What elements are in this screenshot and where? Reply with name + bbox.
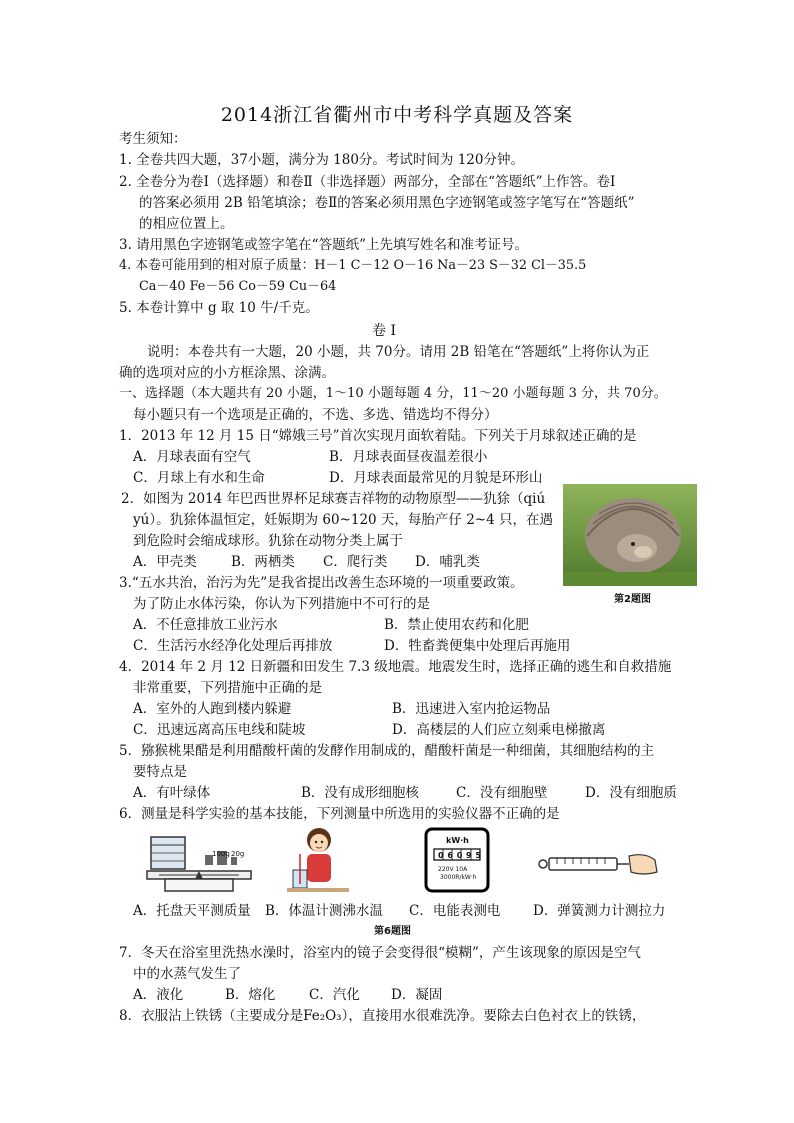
question-5-stem: 要特点是 bbox=[133, 764, 187, 780]
option-d: D．没有细胞质 bbox=[585, 785, 677, 801]
question-4-stem: 非常重要，下列措施中正确的是 bbox=[133, 680, 322, 696]
option-c: C．汽化 bbox=[309, 987, 360, 1003]
notice-item: 5. 本卷计算中 g 取 10 牛/千克。 bbox=[119, 300, 319, 316]
option-c: C．没有细胞壁 bbox=[456, 785, 548, 801]
question-7-stem: 中的水蒸气发生了 bbox=[133, 966, 241, 982]
option-c: C．电能表测电 bbox=[409, 903, 501, 919]
notice-heading: 考生须知： bbox=[119, 131, 187, 147]
option-c: C．月球上有水和生命 bbox=[133, 470, 265, 486]
notice-item: 4. 本卷可能用到的相对原子质量：H－1 C－12 O－16 Na－23 S－32 Cl－35.5 bbox=[119, 258, 587, 273]
section-desc: 确的选项对应的小方框涂黑、涂满。 bbox=[119, 365, 335, 381]
notice-item: 3. 请用黑色字迹钢笔或签字笔在“答题纸”上先填写姓名和准考证号。 bbox=[119, 237, 528, 253]
question-5-stem: 5．猕猴桃果醋是利用醋酸杆菌的发酵作用制成的，醋酸杆菌是一种细菌，其细胞结构的主 bbox=[119, 743, 655, 759]
option-d: D．高楼层的人们应立刻乘电梯撤离 bbox=[392, 722, 606, 738]
option-b: B．两栖类 bbox=[231, 554, 295, 570]
page-title: 2014浙江省衢州市中考科学真题及答案 bbox=[220, 104, 574, 126]
option-a: A．不任意排放工业污水 bbox=[133, 617, 278, 633]
question-6-stem: 6．测量是科学实验的基本技能，下列测量中所选用的实验仪器不正确的是 bbox=[119, 806, 560, 822]
question-7-stem: 7．冬天在浴室里洗热水澡时，浴室内的镜子会变得很“模糊”，产生该现象的原因是空气 bbox=[119, 945, 641, 961]
notice-item: 的相应位置上。 bbox=[139, 216, 234, 232]
question-2-stem: yú）。犰狳体温恒定，妊娠期为 60~120 天，每胎产仔 2~4 只，在遇 bbox=[133, 512, 553, 528]
option-a: A．液化 bbox=[133, 987, 184, 1003]
figure-2-caption: 第2题图 bbox=[614, 594, 651, 605]
part-heading: 每小题只有一个选项是正确的，不选、多选、错选均不得分） bbox=[133, 407, 498, 423]
option-d: D．凝固 bbox=[391, 987, 443, 1003]
section-title: 卷 Ⅰ bbox=[372, 323, 396, 339]
notice-item: 的答案必须用 2B 铅笔填涂；卷Ⅱ的答案必须用黑色字迹钢笔或签字笔写在“答题纸” bbox=[139, 195, 635, 211]
option-b: B．没有成形细胞核 bbox=[301, 785, 419, 801]
meter-digits: 0 6 0 9 5 bbox=[438, 851, 482, 860]
option-d: D．弹簧测力计测拉力 bbox=[533, 903, 666, 919]
option-b: B．熔化 bbox=[225, 987, 276, 1003]
question-8-stem: 8．衣服沾上铁锈（主要成分是Fe₂O₃），直接用水很难洗净。要除去白色衬衣上的铁锈， bbox=[119, 1008, 646, 1024]
option-b: B．月球表面昼夜温差很小 bbox=[329, 449, 488, 465]
balance-weight-label: 20g bbox=[231, 850, 245, 858]
option-b: B．禁止使用农药和化肥 bbox=[384, 617, 529, 633]
option-a: A．甲壳类 bbox=[133, 554, 197, 570]
option-d: D．月球表面最常见的月貌是环形山 bbox=[329, 470, 543, 486]
figure-6-caption: 第6题图 bbox=[374, 926, 411, 937]
part-heading: 一、选择题（本大题共有 20 小题，1～10 小题每题 4 分，11～20 小题每题 3 分，共 70分。 bbox=[119, 386, 667, 401]
meter-unit: kW·h bbox=[446, 836, 469, 845]
girl-thermometer-icon bbox=[287, 826, 349, 896]
notice-item: Ca－40 Fe－56 Co－59 Cu－64 bbox=[139, 279, 337, 294]
option-c: C．迅速远离高压电线和陡坡 bbox=[133, 722, 306, 738]
armadillo-photo bbox=[563, 484, 697, 586]
notice-item: 1. 全卷共四大题，37小题，满分为 180分。考试时间为 120分钟。 bbox=[119, 152, 524, 168]
balance-weight-label: 100g bbox=[212, 850, 230, 858]
question-2-stem: 2．如图为 2014 年巴西世界杯足球赛吉祥物的动物原型——犰狳（qiú bbox=[121, 491, 546, 507]
option-a: A．有叶绿体 bbox=[133, 785, 211, 801]
question-3-stem: 3.“五水共治，治污为先”是我省提出改善生态环境的一项重要政策。 bbox=[119, 575, 524, 591]
option-a: A．托盘天平测质量 bbox=[133, 903, 251, 919]
option-d: D．哺乳类 bbox=[415, 554, 480, 570]
option-b: B．迅速进入室内抢运物品 bbox=[392, 701, 551, 717]
option-a: A．室外的人跑到楼内躲避 bbox=[133, 701, 292, 717]
option-a: A．月球表面有空气 bbox=[133, 449, 251, 465]
question-2-stem: 到危险时会缩成球形。犰狳在动物分类上属于 bbox=[133, 533, 403, 549]
spring-scale-icon bbox=[537, 850, 659, 880]
section-desc: 说明：本卷共有一大题，20 小题，共 70分。请用 2B 铅笔在“答题纸”上将你认为正 bbox=[147, 344, 650, 360]
meter-spec: 220V 10A bbox=[438, 866, 468, 873]
question-1-stem: 1．2013 年 12 月 15 日“嫦娥三号”首次实现月面软着陆。下列关于月球叙述正确的是 bbox=[119, 428, 637, 444]
option-b: B．体温计测沸水温 bbox=[265, 903, 383, 919]
notice-item: 2. 全卷分为卷Ⅰ（选择题）和卷Ⅱ（非选择题）两部分，全部在“答题纸”上作答。卷Ⅰ bbox=[119, 174, 616, 190]
option-d: D．牲畜粪便集中处理后再施用 bbox=[384, 638, 571, 654]
question-4-stem: 4．2014 年 2 月 12 日新疆和田发生 7.3 级地震。地震发生时，选择正确的逃生和自救措施 bbox=[119, 659, 672, 675]
option-c: C．爬行类 bbox=[323, 554, 388, 570]
meter-spec: 3000R/kW·h bbox=[440, 874, 477, 881]
option-c: C．生活污水经净化处理后再排放 bbox=[133, 638, 333, 654]
balance-scale-icon bbox=[145, 833, 253, 895]
question-3-stem: 为了防止水体污染，你认为下列措施中不可行的是 bbox=[133, 596, 430, 612]
